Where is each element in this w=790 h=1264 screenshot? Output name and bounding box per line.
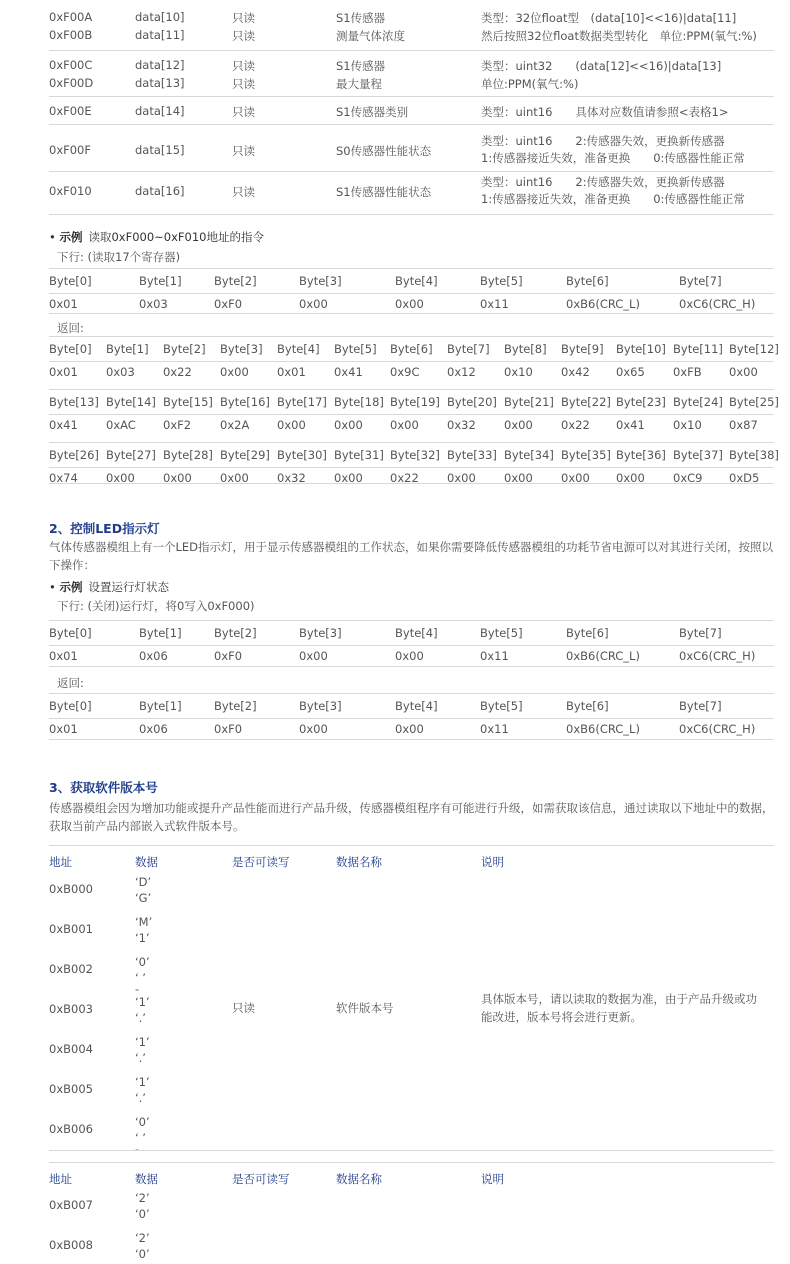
register-data-index: data[13] (135, 76, 185, 90)
divider (49, 268, 774, 269)
example-label: 示例 (59, 230, 83, 244)
return-label: 返回: (57, 676, 84, 690)
register-description: 1:传感器接近失效，准备更换 0:传感器性能正常 (481, 192, 745, 206)
byte-header: Byte[5] (480, 699, 523, 713)
divider (49, 845, 774, 846)
version-char: ‘.’ (135, 1091, 146, 1105)
example-text: 读取0xF000~0xF010地址的指令 (88, 230, 264, 244)
version-char: ‘.’ (135, 1051, 146, 1065)
version-char: - (135, 1142, 140, 1156)
byte-header: Byte[6] (566, 626, 609, 640)
register-description: 类型：uint16 具体对应数值请参照<表格1> (481, 105, 729, 119)
byte-header: Byte[13] (49, 395, 99, 409)
byte-value: 0x32 (277, 471, 306, 485)
register-address: 0xF010 (49, 184, 92, 198)
table-header-addr: 地址 (49, 855, 72, 869)
byte-value: 0x11 (480, 649, 509, 663)
byte-value: 0x22 (390, 471, 419, 485)
register-description: 然后按照32位float数据类型转化 单位:PPM(氧气:%) (481, 29, 757, 43)
register-data-index: data[12] (135, 58, 185, 72)
table-header-data: 数据 (135, 1172, 158, 1186)
divider (49, 442, 774, 443)
table-header-name: 数据名称 (336, 1172, 382, 1186)
divider (49, 414, 774, 415)
divider (49, 124, 774, 125)
byte-header: Byte[27] (106, 448, 156, 462)
byte-header: Byte[9] (561, 342, 604, 356)
version-char: ‘1’ (135, 995, 150, 1009)
version-description: 具体版本号，请以读取的数据为准，由于产品升级或功 (481, 992, 757, 1006)
byte-value: 0x9C (390, 365, 420, 379)
byte-value: 0x00 (163, 471, 192, 485)
register-description: 类型：uint16 2:传感器失效，更换新传感器 (481, 134, 725, 148)
byte-value: 0xB6(CRC_L) (566, 722, 640, 736)
byte-value: 0x00 (616, 471, 645, 485)
register-access: 只读 (232, 59, 255, 73)
version-chars (135, 1114, 150, 1156)
byte-value: 0x03 (139, 297, 168, 311)
byte-header: Byte[6] (390, 342, 433, 356)
byte-value: 0x00 (220, 471, 249, 485)
byte-header: Byte[0] (49, 342, 92, 356)
byte-value: 0x41 (616, 418, 645, 432)
byte-header: Byte[6] (566, 274, 609, 288)
byte-value: 0xD5 (729, 471, 760, 485)
byte-value: 0x00 (106, 471, 135, 485)
byte-header: Byte[14] (106, 395, 156, 409)
version-char: ‘1’ (135, 931, 150, 945)
downlink-note: 下行: (读取17个寄存器) (57, 250, 181, 264)
byte-value: 0x00 (299, 649, 328, 663)
byte-header: Byte[20] (447, 395, 497, 409)
divider (49, 483, 774, 484)
divider (49, 1150, 774, 1151)
divider (49, 467, 774, 468)
version-char: ‘ ’ (135, 971, 146, 985)
byte-value: 0x06 (139, 649, 168, 663)
byte-value: 0xF0 (214, 722, 243, 736)
register-description: 类型：32位float型 (data[10]<<16)|data[11] (481, 11, 737, 25)
byte-header: Byte[2] (163, 342, 206, 356)
register-access: 只读 (232, 185, 255, 199)
example-bullet: • 示例 读取0xF000~0xF010地址的指令 (49, 230, 264, 244)
byte-header: Byte[2] (214, 626, 257, 640)
byte-header: Byte[1] (139, 699, 182, 713)
version-char: ‘0’ (135, 1207, 150, 1221)
byte-value: 0x87 (729, 418, 758, 432)
byte-header: Byte[7] (679, 274, 722, 288)
version-char: - (135, 982, 140, 996)
byte-value: 0x41 (334, 365, 363, 379)
version-access: 只读 (232, 1001, 255, 1015)
section-title-led: 2、控制LED指示灯 (49, 521, 160, 536)
table-header-rw: 是否可读写 (232, 855, 290, 869)
register-address: 0xF00C (49, 58, 93, 72)
byte-header: Byte[0] (49, 699, 92, 713)
version-char: ‘0’ (135, 1247, 150, 1261)
example-bullet: • 示例 设置运行灯状态 (49, 580, 169, 594)
version-char: ‘0’ (135, 955, 150, 969)
version-address: 0xB003 (49, 1002, 93, 1016)
register-data-index: data[14] (135, 104, 185, 118)
return-label: 返回: (57, 321, 84, 335)
byte-value: 0x00 (504, 471, 533, 485)
section-paragraph: 传感器模组会因为增加功能或提升产品性能而进行产品升级，传感器模组程序有可能进行升级，如需获取该信息，通过读取以下地址中的数据，获取当前产品内部嵌入式软件版本号。 (49, 801, 774, 833)
divider (49, 645, 774, 646)
byte-value: 0x00 (561, 471, 590, 485)
byte-header: Byte[7] (447, 342, 490, 356)
byte-value: 0x00 (334, 471, 363, 485)
byte-header: Byte[34] (504, 448, 554, 462)
byte-header: Byte[22] (561, 395, 611, 409)
byte-header: Byte[29] (220, 448, 270, 462)
byte-value: 0x10 (504, 365, 533, 379)
divider (49, 171, 774, 172)
byte-value: 0xC9 (673, 471, 703, 485)
version-description: 能改进，版本号将会进行更新。 (481, 1010, 642, 1024)
version-address: 0xB001 (49, 922, 93, 936)
byte-value: 0x2A (220, 418, 250, 432)
register-access: 只读 (232, 105, 255, 119)
byte-value: 0x01 (49, 649, 78, 663)
byte-header: Byte[3] (220, 342, 263, 356)
byte-value: 0xC6(CRC_H) (679, 649, 756, 663)
byte-header: Byte[24] (673, 395, 723, 409)
byte-header: Byte[16] (220, 395, 270, 409)
divider (49, 96, 774, 97)
version-address: 0xB007 (49, 1198, 93, 1212)
byte-header: Byte[17] (277, 395, 327, 409)
byte-value: 0xC6(CRC_H) (679, 722, 756, 736)
byte-header: Byte[3] (299, 699, 342, 713)
byte-value: 0x00 (390, 418, 419, 432)
byte-value: 0x22 (163, 365, 192, 379)
register-data-index: data[16] (135, 184, 185, 198)
version-address: 0xB006 (49, 1122, 93, 1136)
version-char: ‘D’ (135, 875, 152, 889)
byte-value: 0x22 (561, 418, 590, 432)
byte-header: Byte[7] (679, 626, 722, 640)
byte-value: 0x01 (277, 365, 306, 379)
register-description: 单位:PPM(氧气:%) (481, 77, 579, 91)
version-address: 0xB005 (49, 1082, 93, 1096)
byte-value: 0x03 (106, 365, 135, 379)
byte-value: 0x00 (299, 722, 328, 736)
version-address: 0xB004 (49, 1042, 93, 1056)
register-name: S1传感器 (336, 59, 386, 73)
byte-header: Byte[26] (49, 448, 99, 462)
version-char: ‘1’ (135, 1035, 150, 1049)
table-header-desc: 说明 (481, 1172, 504, 1186)
divider (49, 718, 774, 719)
version-address: 0xB002 (49, 962, 93, 976)
byte-value: 0x01 (49, 297, 78, 311)
register-description: 类型：uint16 2:传感器失效，更换新传感器 (481, 175, 725, 189)
byte-header: Byte[28] (163, 448, 213, 462)
version-char: ‘ ’ (135, 1131, 146, 1145)
divider (49, 620, 774, 621)
byte-header: Byte[35] (561, 448, 611, 462)
byte-header: Byte[37] (673, 448, 723, 462)
register-name: 测量气体浓度 (336, 29, 405, 43)
version-name: 软件版本号 (336, 1001, 394, 1015)
byte-header: Byte[6] (566, 699, 609, 713)
byte-header: Byte[8] (504, 342, 547, 356)
byte-header: Byte[5] (480, 626, 523, 640)
table-header-rw: 是否可读写 (232, 1172, 290, 1186)
example-text: 设置运行灯状态 (88, 580, 169, 594)
byte-header: Byte[30] (277, 448, 327, 462)
version-address: 0xB000 (49, 882, 93, 896)
register-description: 1:传感器接近失效，准备更换 0:传感器性能正常 (481, 151, 745, 165)
byte-header: Byte[23] (616, 395, 666, 409)
register-access: 只读 (232, 11, 255, 25)
version-address: 0xB008 (49, 1238, 93, 1252)
example-label: 示例 (59, 580, 83, 594)
byte-header: Byte[1] (139, 626, 182, 640)
divider (49, 50, 774, 51)
register-access: 只读 (232, 144, 255, 158)
version-char: ‘G’ (135, 891, 152, 905)
byte-header: Byte[12] (729, 342, 779, 356)
byte-header: Byte[5] (480, 274, 523, 288)
byte-header: Byte[38] (729, 448, 779, 462)
byte-header: Byte[15] (163, 395, 213, 409)
register-address: 0xF00B (49, 28, 93, 42)
divider (49, 214, 774, 215)
byte-value: 0x01 (49, 722, 78, 736)
byte-value: 0x00 (220, 365, 249, 379)
divider (49, 739, 774, 740)
version-chars (135, 1074, 150, 1106)
byte-value: 0x12 (447, 365, 476, 379)
byte-value: 0x00 (277, 418, 306, 432)
byte-value: 0x11 (480, 722, 509, 736)
byte-header: Byte[1] (106, 342, 149, 356)
register-access: 只读 (232, 29, 255, 43)
byte-value: 0x00 (334, 418, 363, 432)
byte-header: Byte[1] (139, 274, 182, 288)
byte-value: 0x10 (673, 418, 702, 432)
byte-value: 0x00 (395, 649, 424, 663)
divider (49, 336, 774, 337)
byte-value: 0xF2 (163, 418, 192, 432)
byte-header: Byte[21] (504, 395, 554, 409)
table-header-data: 数据 (135, 855, 158, 869)
table-header-addr: 地址 (49, 1172, 72, 1186)
byte-value: 0xB6(CRC_L) (566, 649, 640, 663)
byte-value: 0x00 (447, 471, 476, 485)
version-chars (135, 1034, 150, 1066)
byte-value: 0x00 (395, 722, 424, 736)
version-char: ‘1’ (135, 1075, 150, 1089)
byte-value: 0xC6(CRC_H) (679, 297, 756, 311)
byte-value: 0x32 (447, 418, 476, 432)
register-address: 0xF00E (49, 104, 92, 118)
byte-value: 0x41 (49, 418, 78, 432)
byte-header: Byte[0] (49, 626, 92, 640)
byte-value: 0x65 (616, 365, 645, 379)
version-chars (135, 994, 150, 1026)
byte-header: Byte[7] (679, 699, 722, 713)
divider (49, 361, 774, 362)
byte-value: 0xB6(CRC_L) (566, 297, 640, 311)
byte-header: Byte[4] (395, 626, 438, 640)
register-address: 0xF00D (49, 76, 94, 90)
byte-header: Byte[11] (673, 342, 723, 356)
register-address: 0xF00F (49, 143, 91, 157)
version-char: ‘.’ (135, 1011, 146, 1025)
byte-header: Byte[31] (334, 448, 384, 462)
byte-value: 0xF0 (214, 297, 243, 311)
byte-header: Byte[10] (616, 342, 666, 356)
byte-header: Byte[0] (49, 274, 92, 288)
register-description: 类型：uint32 (data[12]<<16)|data[13] (481, 59, 722, 73)
divider (49, 313, 774, 314)
byte-header: Byte[2] (214, 699, 257, 713)
version-char: ‘2’ (135, 1191, 150, 1205)
register-name: S1传感器 (336, 11, 386, 25)
table-header-name: 数据名称 (336, 855, 382, 869)
byte-value: 0x00 (395, 297, 424, 311)
register-data-index: data[11] (135, 28, 185, 42)
byte-header: Byte[3] (299, 274, 342, 288)
divider (49, 693, 774, 694)
byte-value: 0x42 (561, 365, 590, 379)
byte-value: 0xF0 (214, 649, 243, 663)
version-char: ‘0’ (135, 1115, 150, 1129)
byte-header: Byte[32] (390, 448, 440, 462)
byte-value: 0xFB (673, 365, 702, 379)
register-name: S1传感器性能状态 (336, 185, 432, 199)
byte-header: Byte[25] (729, 395, 779, 409)
byte-header: Byte[4] (277, 342, 320, 356)
byte-header: Byte[18] (334, 395, 384, 409)
version-chars (135, 874, 151, 906)
register-data-index: data[10] (135, 10, 185, 24)
register-access: 只读 (232, 77, 255, 91)
byte-header: Byte[5] (334, 342, 377, 356)
register-name: 最大量程 (336, 77, 382, 91)
divider (49, 389, 774, 390)
byte-header: Byte[3] (299, 626, 342, 640)
byte-value: 0x00 (504, 418, 533, 432)
byte-header: Byte[2] (214, 274, 257, 288)
version-char: ‘2’ (135, 1231, 150, 1245)
section-title-version: 3、获取软件版本号 (49, 780, 158, 795)
byte-header: Byte[33] (447, 448, 497, 462)
version-chars (135, 914, 152, 946)
version-chars (135, 954, 150, 996)
table-header-desc: 说明 (481, 855, 504, 869)
byte-value: 0x00 (729, 365, 758, 379)
byte-value: 0x00 (299, 297, 328, 311)
byte-value: 0x01 (49, 365, 78, 379)
byte-header: Byte[36] (616, 448, 666, 462)
divider (49, 1162, 774, 1163)
version-char: ‘M’ (135, 915, 153, 929)
divider (49, 293, 774, 294)
byte-value: 0x06 (139, 722, 168, 736)
register-name: S1传感器类别 (336, 105, 409, 119)
register-data-index: data[15] (135, 143, 185, 157)
downlink-note: 下行: (关闭)运行灯，将0写入0xF000) (57, 599, 255, 613)
byte-value: 0x11 (480, 297, 509, 311)
divider (49, 666, 774, 667)
register-name: S0传感器性能状态 (336, 144, 432, 158)
byte-value: 0xAC (106, 418, 136, 432)
byte-header: Byte[4] (395, 699, 438, 713)
byte-header: Byte[19] (390, 395, 440, 409)
section-paragraph: 气体传感器模组上有一个LED指示灯，用于显示传感器模组的工作状态，如果你需要降低传感器模组的功耗节省电源可以对其进行关闭，按照以下操作： (49, 540, 774, 572)
byte-value: 0x74 (49, 471, 78, 485)
version-chars (135, 1190, 150, 1222)
version-chars (135, 1230, 150, 1262)
byte-header: Byte[4] (395, 274, 438, 288)
register-address: 0xF00A (49, 10, 93, 24)
